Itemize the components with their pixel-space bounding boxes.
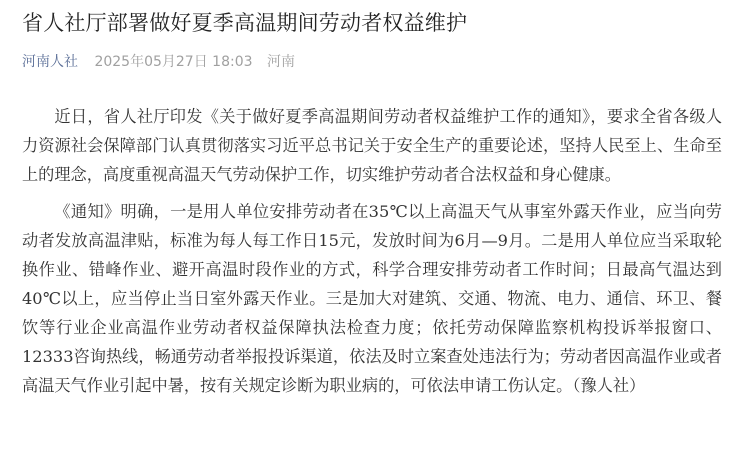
publish-location: 河南 bbox=[266, 54, 295, 70]
paragraph-notice-details: 《通知》明确，一是用人单位安排劳动者在35℃以上高温天气从事室外露天作业，应当向劳动者发放高温津贴，标准为每人每工作日15元，发放时间为6月—9月。二是用人单位应当采取轮换作业、错峰作业、避开高温时段作业的方式，科学合理安排劳动者工作时间；日最高气温达到40℃以上，应当停止当日室外露天作业。三是加大对建筑、交通、物流、电力、通信、环卫、餐饮等行业企业高温作业劳动者权益保障执法检查力度；依托劳动保障监察机构投诉举报窗口、12333咨询热线，畅通劳动者举报投诉渠道，依法及时立案查处违法行为；劳动者因高温作业或者高温天气作业引起中暑，按有关规定诊断为职业病的，可依法申请工伤认定。（豫人社） bbox=[22, 202, 722, 395]
publish-time: 2025年05月27日 18:03 bbox=[94, 54, 253, 70]
article-title: 省人社厅部署做好夏季高温期间劳动者权益维护 bbox=[22, 11, 468, 35]
paragraph-intro: 近日，省人社厅印发《关于做好夏季高温期间劳动者权益维护工作的通知》，要求全省各级人力资源社会保障部门认真贯彻落实习近平总书记关于安全生产的重要论述，坚持人民至上、生命至上的理念，高度重视高温天气劳动保护工作，切实维护劳动者合法权益和身心健康。 bbox=[22, 107, 722, 184]
article-content bbox=[22, 102, 722, 400]
article-meta bbox=[22, 52, 722, 72]
article bbox=[22, 0, 722, 408]
account-name-link[interactable]: 河南人社 bbox=[22, 54, 78, 70]
